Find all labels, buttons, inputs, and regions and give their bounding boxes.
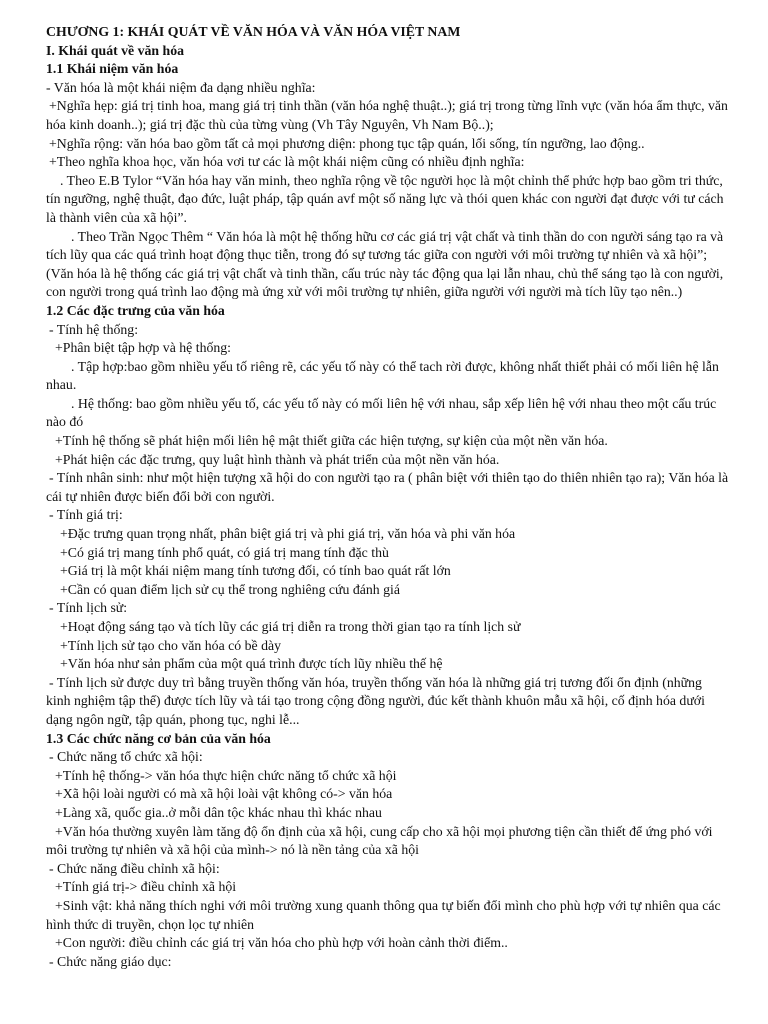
text-line: +Theo nghĩa khoa học, văn hóa vơi tư các là một khái niệm cũng có nhiều định nghĩa: <box>49 154 525 170</box>
text-line: +Làng xã, quốc gia..ở mỗi dân tộc khác nhau thì khác nhau <box>55 804 382 820</box>
text-line: - Chức năng điều chỉnh xã hội: <box>49 860 220 876</box>
text-line: tín ngưỡng, nghệ thuật, đạo đức, luật pháp, tập quán avf một số năng lực và thói quen khác con người đạt được với tư cách <box>46 191 724 207</box>
text-line: - Văn hóa là một khái niệm đa dạng nhiều nghĩa: <box>46 79 316 95</box>
text-line: +Phân biệt tập hợp và hệ thống: <box>55 340 232 356</box>
text-line: . Theo E.B Tylor “Văn hóa hay văn minh, theo nghĩa rộng về tộc người học là một chỉnh thể phức hợp bao gồm tri thức, <box>60 172 723 188</box>
text-line: kinh nghiệm tập thể) được tích lũy và tái tạo trong cộng đồng người, đúc kết thành khuôn mẫu xã hội, cố định hóa dưới <box>46 693 705 709</box>
text-line: +Phát hiện các đặc trưng, quy luật hình thành và phát triển của một nền văn hóa. <box>55 451 500 467</box>
text-line: - Tính nhân sinh: như một hiện tượng xã hội do con người tạo ra ( phân biệt với thiên tạo do thiên nhiên tạo ra); Văn hóa là <box>49 470 729 486</box>
text-line: - Tính giá trị: <box>49 507 123 523</box>
subsection-heading: 1.2 Các đặc trưng của văn hóa <box>46 302 225 318</box>
text-line: +Nghĩa rộng: văn hóa bao gồm tất cả mọi phương diện: phong tục tập quán, lối sống, tín ngưỡng, lao động.. <box>49 135 645 151</box>
subsection-heading: 1.1 Khái niệm văn hóa <box>46 61 179 77</box>
text-line: +Tính giá trị-> điều chỉnh xã hội <box>55 879 237 895</box>
text-line: dạng ngôn ngữ, tập quán, phong tục, nghi lễ... <box>46 711 300 727</box>
text-line: (Văn hóa là hệ thống các giá trị vật chất và tinh thần, cấu trúc này tác động qua lại lẫn nhau, chủ thể sáng tạo là con người, <box>46 265 724 281</box>
text-line: con người trong quá trình lao động mà ứng xử với môi trường tự nhiên, giữa người với người mà tích lũy tạo nên..) <box>46 284 683 300</box>
text-line: +Cần có quan điểm lịch sử cụ thể trong nghiêng cứu đánh giá <box>60 581 400 597</box>
text-line: cái tự nhiên được biến đổi bởi con người. <box>46 488 275 504</box>
text-line: +Giá trị là một khái niệm mang tính tương đối, có tính bao quát rất lớn <box>60 563 451 579</box>
text-line: - Tính lịch sử được duy trì bằng truyền thống văn hóa, truyền thống văn hóa là những giá trị tương đối ổn định (những <box>49 674 702 690</box>
text-line: +Đặc trưng quan trọng nhất, phân biệt giá trị và phi giá trị, văn hóa và phi văn hóa <box>60 526 516 542</box>
text-line: . Theo Trần Ngọc Thêm “ Văn hóa là một hệ thống hữu cơ các giá trị vật chất và tinh thần do con người sáng tạo ra và <box>71 228 724 244</box>
text-line: nào đó <box>46 414 84 430</box>
text-line: - Chức năng tổ chức xã hội: <box>49 749 203 765</box>
text-line: - Tính hệ thống: <box>49 321 139 337</box>
subsection-heading: 1.3 Các chức năng cơ bản của văn hóa <box>46 730 271 746</box>
text-line: hình thức di truyền, chọn lọc tự nhiên <box>46 916 255 932</box>
text-line: . Tập hợp:bao gồm nhiều yếu tố riêng rẽ, các yếu tố này có thể tach rời được, không nhất thiết phải có mối liên hệ lẫn <box>71 358 719 374</box>
text-line: +Nghĩa hẹp: giá trị tinh hoa, mang giá trị tinh thần (văn hóa nghệ thuật..); giá trị trong từng lĩnh vực (văn hóa ẩm thực, văn <box>49 98 728 114</box>
text-line: tích lũy qua các quá trình hoạt động thục tiễn, trong đó sự tương tác giữa con người với môi trường tự nhiên và xã hội”; <box>46 247 708 263</box>
text-line: +Tính lịch sử tạo cho văn hóa có bề dày <box>60 637 281 653</box>
text-line: - Chức năng giáo dục: <box>49 953 172 969</box>
section-heading: I. Khái quát về văn hóa <box>46 42 185 58</box>
text-line: +Có giá trị mang tính phổ quát, có giá trị mang tính đặc thù <box>60 544 389 560</box>
chapter-title: CHƯƠNG 1: KHÁI QUÁT VỀ VĂN HÓA VÀ VĂN HÓA VIỆT NAM <box>46 24 461 39</box>
text-line: +Sinh vật: khả năng thích nghi với môi trường xung quanh thông qua tự biến đổi mình cho phù hợp với tự nhiên qua các <box>55 897 721 913</box>
text-line: +Xã hội loài người có mà xã hội loài vật không có-> văn hóa <box>55 786 393 802</box>
text-line: . Hệ thống: bao gồm nhiều yếu tố, các yếu tố này có mối liên hệ với nhau, sắp xếp liên hệ với nhau theo một cấu trúc <box>71 395 717 411</box>
text-line: là thành viên của xã hội”. <box>46 209 187 225</box>
document-page <box>46 23 736 971</box>
text-line: +Con người: điều chỉnh các giá trị văn hóa cho phù hợp với hoàn cảnh thời điểm.. <box>55 935 508 951</box>
text-line: +Tính hệ thống-> văn hóa thực hiện chức năng tổ chức xã hội <box>55 767 397 783</box>
text-line: - Tính lịch sử: <box>49 600 128 616</box>
text-line: môi trường tự nhiên và xã hội của mình-> nó là nền tảng của xã hội <box>46 842 419 858</box>
text-line: nhau. <box>46 377 77 393</box>
text-line: +Hoạt động sáng tạo và tích lũy các giá trị diễn ra trong thời gian tạo ra tính lịch sử <box>60 619 521 634</box>
text-line: +Văn hóa như sản phẩm của một quá trình được tích lũy nhiều thế hệ <box>60 656 443 672</box>
text-line: +Tính hệ thống sẽ phát hiện mối liên hệ mật thiết giữa các hiện tượng, sự kiện của một nền văn hóa. <box>55 433 608 449</box>
text-line: hóa kinh doanh..); giá trị đặc thù của từng vùng (Vh Tây Nguyên, Vh Nam Bộ..); <box>46 116 494 132</box>
text-line: +Văn hóa thường xuyên làm tăng độ ổn định của xã hội, cung cấp cho xã hội mọi phương tiện cần thiết để ứng phó với <box>55 823 713 839</box>
